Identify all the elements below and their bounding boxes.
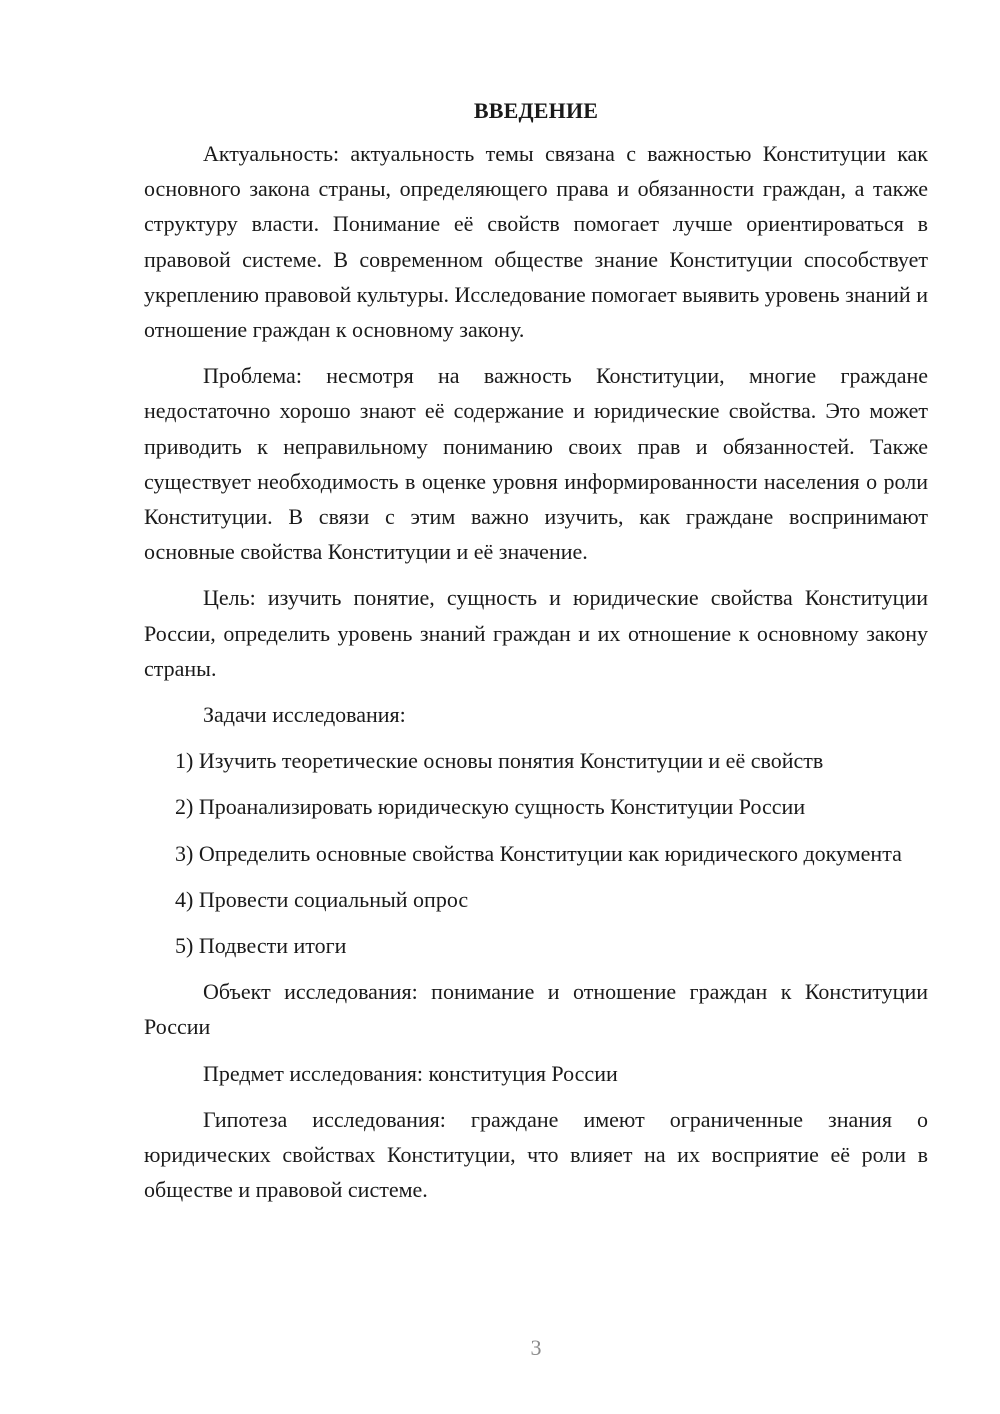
list-item: 3) Определить основные свойства Конституции как юридического документа [175, 840, 902, 866]
paragraph-problem: Проблема: несмотря на важность Конституции, многие граждане недостаточно хорошо знают её содержание и юридические свойства. Это может приводить к неправильному пониманию своих прав и обязанностей. Также существует необходимость в оценке уровня информированности населения о роли Конституции. В связи с этим важно изучить, как граждане воспринимают основные свойства Конституции и её значение. [144, 363, 928, 565]
list-item: 1) Изучить теоретические основы понятия Конституции и её свойств [175, 748, 824, 774]
paragraph-goal: Цель: изучить понятие, сущность и юридические свойства Конституции России, определить уровень знаний граждан и их отношение к основному закону страны. [144, 585, 928, 681]
paragraph-subject: Предмет исследования: конституция России [203, 1060, 618, 1086]
paragraph-relevance: Актуальность: актуальность темы связана с важностью Конституции как основного закона страны, определяющего права и обязанности граждан, а также структуру власти. Понимание её свойств помогает лучше ориентироваться в правовой системе. В современном обществе знание Конституции способствует укреплению правовой культуры. Исследование помогает выявить уровень знаний и отношение граждан к основному закону. [144, 141, 928, 343]
page-number: 3 [530, 1335, 542, 1360]
paragraph-object: Объект исследования: понимание и отношение граждан к Конституции России [144, 979, 928, 1040]
list-item: 4) Провести социальный опрос [175, 886, 469, 912]
tasks-list [144, 743, 928, 963]
page-title: ВВЕДЕНИЕ [473, 98, 599, 123]
paragraph-hypothesis: Гипотеза исследования: граждане имеют ограниченные знания о юридических свойствах Конституции, что влияет на их восприятие её роли в обществе и правовой системе. [144, 1106, 928, 1203]
page-body [144, 94, 928, 1218]
list-item: 5) Подвести итоги [175, 933, 347, 959]
paragraph-tasks-intro: Задачи исследования: [203, 702, 406, 728]
list-item: 2) Проанализировать юридическую сущность Конституции России [175, 794, 806, 820]
